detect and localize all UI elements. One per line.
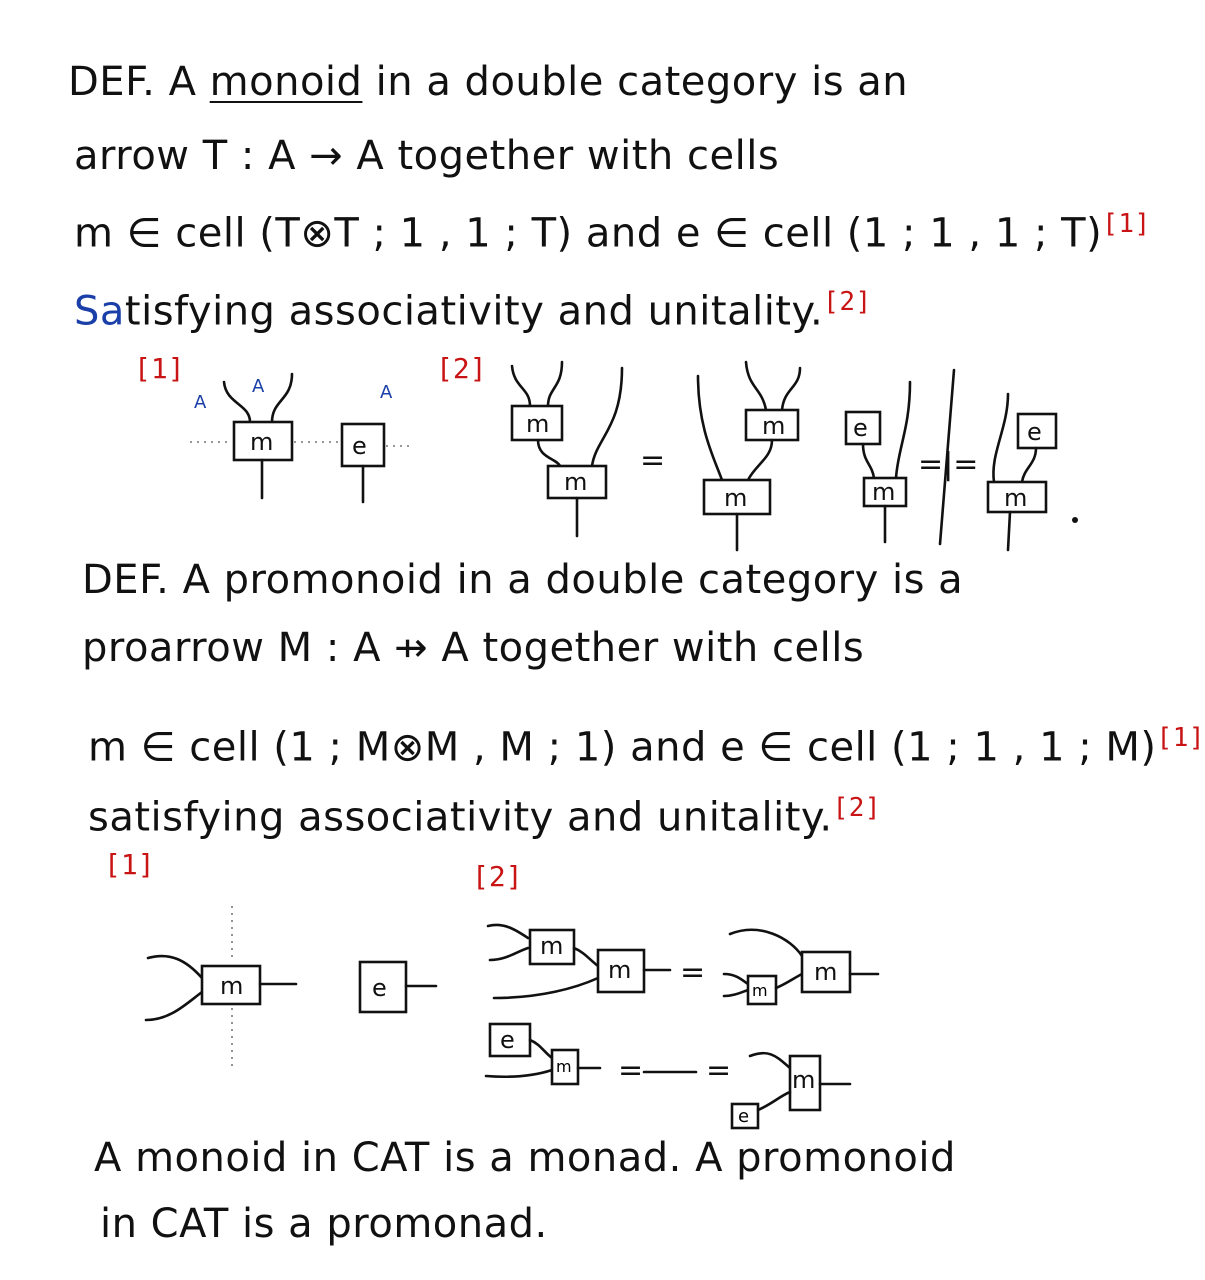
- conclusion-line1: A monoid in CAT is a monad. A promonoid: [94, 1135, 956, 1181]
- svg-text:e: e: [738, 1106, 750, 1127]
- svg-text:m: m: [762, 412, 786, 440]
- svg-text:m: m: [872, 478, 896, 506]
- term-monoid: monoid: [209, 59, 363, 105]
- diagram-tag-2: [2]: [436, 352, 487, 385]
- ref-2b: [2]: [832, 793, 882, 823]
- promonoid-laws-diagram: [480, 908, 900, 1128]
- def1-line3: m ∈ cell (T⊗T ; 1 , 1 ; T) and e ∈ cell (1 ; 1 , 1 ; T)[1]: [74, 209, 1151, 257]
- ref-1b: [1]: [1156, 723, 1205, 753]
- diagram-tag-1: [1]: [134, 352, 185, 385]
- svg-text:=: =: [640, 443, 666, 478]
- def2-line2: proarrow M : A ⇸ A together with cells: [82, 625, 865, 671]
- svg-text:m: m: [1004, 484, 1028, 512]
- diagram-tag-1b: [1]: [104, 848, 155, 881]
- m-cell-label-b: m: [220, 972, 244, 1000]
- svg-text:e: e: [853, 414, 868, 442]
- monoid-cells-diagram: [180, 360, 440, 510]
- conclusion-line2: in CAT is a promonad.: [100, 1201, 548, 1247]
- label-A-left: A: [194, 392, 207, 413]
- svg-text:m: m: [540, 932, 564, 960]
- svg-text:m: m: [526, 410, 550, 438]
- svg-text:=: =: [706, 1053, 732, 1088]
- label-A-right: A: [380, 382, 393, 403]
- svg-text:m: m: [814, 958, 838, 986]
- svg-text:m: m: [792, 1066, 816, 1094]
- def1-line2: arrow T : A → A together with cells: [74, 133, 780, 179]
- svg-text:m: m: [724, 484, 748, 512]
- svg-text:m: m: [556, 1057, 572, 1076]
- not-equals: =|=: [918, 447, 979, 482]
- svg-text:=: =: [618, 1053, 644, 1088]
- svg-text:e: e: [500, 1026, 515, 1054]
- e-cell-label-b: e: [372, 974, 387, 1002]
- def2-line4: satisfying associativity and unitality.[2]: [88, 793, 882, 841]
- svg-text:m: m: [608, 956, 632, 984]
- def1-line4: Satisfying associativity and unitality.[2]: [74, 287, 872, 335]
- m-cell-label: m: [250, 428, 274, 456]
- svg-text:m: m: [564, 468, 588, 496]
- e-cell-label: e: [352, 432, 367, 460]
- ref-1: [1]: [1102, 209, 1151, 239]
- ref-2: [2]: [823, 287, 872, 317]
- label-A-mid: A: [252, 376, 265, 397]
- def2-line1: DEF. A promonoid in a double category is a: [82, 557, 964, 603]
- monoid-laws-diagram: [500, 358, 1080, 558]
- svg-text:m: m: [752, 981, 768, 1000]
- svg-text:=: =: [680, 955, 706, 990]
- promonoid-cells-diagram: [140, 900, 440, 1080]
- diagram-tag-2b: [2]: [472, 860, 523, 893]
- def2-line3: m ∈ cell (1 ; M⊗M , M ; 1) and e ∈ cell (1 ; 1 , 1 ; M)[1]: [88, 723, 1205, 771]
- svg-text:e: e: [1027, 418, 1042, 446]
- def1-line1: DEF. A monoid in a double category is an: [68, 59, 909, 105]
